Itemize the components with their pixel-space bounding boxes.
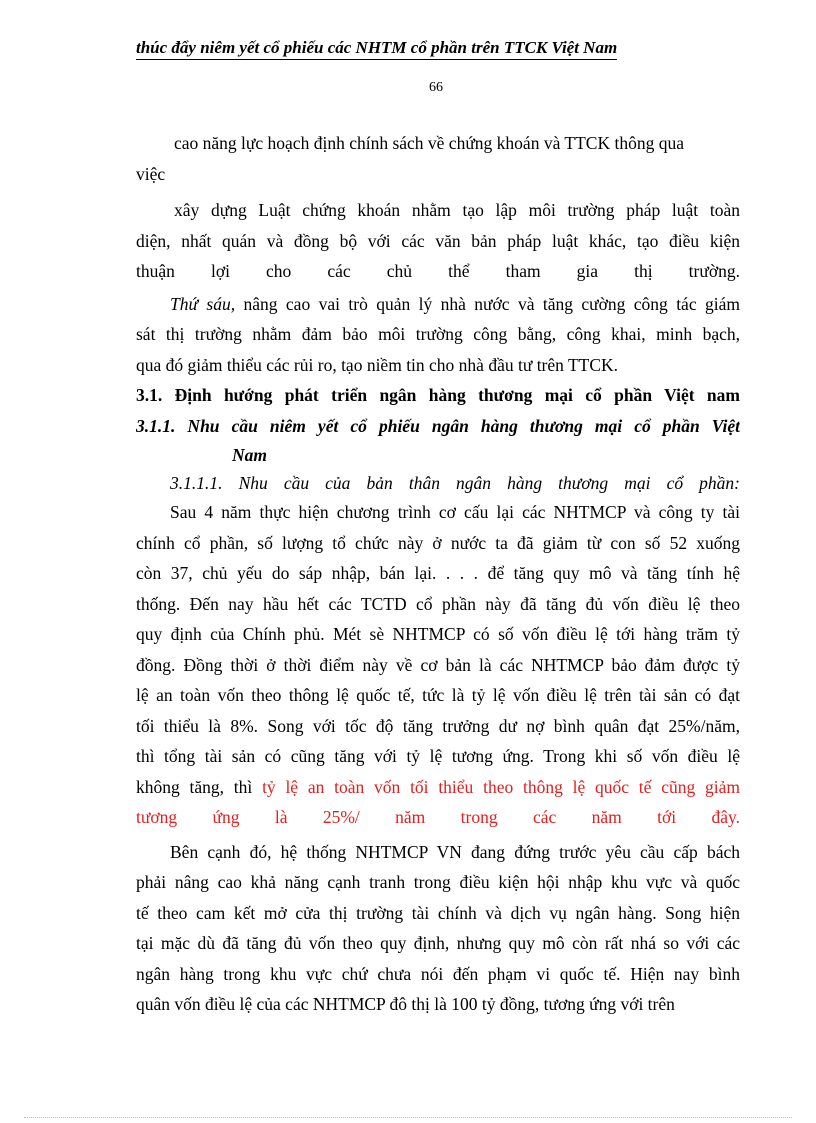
paragraph-line: xây dựng Luật chứng khoán nhằm tạo lập môi trường pháp luật toàn [174, 200, 740, 220]
paragraph-line: Sau 4 năm thực hiện chương trình cơ cấu lại các NHTMCP và công ty tài [170, 502, 740, 522]
highlighted-text: tương ứng là 25%/ năm trong các năm tới đây. [136, 807, 740, 827]
paragraph-line: Bên cạnh đó, hệ thống NHTMCP VN đang đứng trước yêu cầu cấp bách [170, 841, 740, 862]
paragraph-line: qua đó giảm thiểu các rủi ro, tạo niềm tin cho nhà đầu tư trên TTCK. [136, 354, 619, 375]
paragraph-line: quy định của Chính phủ. Mét sè NHTMCP có số vốn điều lệ tới hàng trăm tỷ [136, 624, 740, 644]
subsection-heading: 3.1.1. Nhu cầu niêm yết cổ phiếu ngân hàng thương mại cổ phần Việt [136, 415, 740, 436]
paragraph-line: thống. Đến nay hầu hết các TCTD cổ phần này đã tăng đủ vốn điều lệ theo [136, 593, 740, 614]
paragraph-line: đồng. Đồng thời ở thời điểm này về cơ bản là các NHTMCP bảo đảm được tỷ [136, 654, 740, 675]
paragraph-line: cao năng lực hoạch định chính sách về chứng khoán và TTCK thông qua [174, 133, 684, 153]
subsection-heading: Nam [232, 445, 267, 465]
paragraph-text: nâng cao vai trò quản lý nhà nước và tăng cường công tác giám [235, 293, 740, 314]
paragraph-line [136, 289, 740, 320]
paragraph-line: phải nâng cao khả năng cạnh tranh trong điều kiện hội nhập khu vực và quốc [136, 872, 740, 892]
paragraph-line: tại mặc dù đã tăng đủ vốn theo quy định, nhưng quy mô còn rất nhá so với các [136, 933, 740, 953]
paragraph-line: tế theo cam kết mở cửa thị trường tài chính và dịch vụ ngân hàng. Song hiện [136, 902, 740, 923]
paragraph-line: quân vốn điều lệ của các NHTMCP đô thị là 100 tỷ đồng, tương ứng với trên [136, 994, 675, 1014]
emphasis-lead: Thứ sáu, [170, 293, 236, 314]
paragraph-line: chính cổ phần, số lượng tổ chức này ở nước ta đã giảm từ con số 52 xuống [136, 532, 740, 553]
paragraph-line: thuận lợi cho các chủ thể tham gia thị trường. [136, 261, 740, 281]
highlighted-text: tỷ lệ an toàn vốn tối thiểu theo thông lệ quốc tế cũng giảm [262, 776, 740, 797]
paragraph-line: sát thị trường nhằm đảm bảo môi trường công bằng, công khai, minh bạch, [136, 324, 740, 344]
page-bottom-divider [24, 1117, 792, 1118]
paragraph-line: còn 37, chủ yếu do sáp nhập, bán lại. . . . để tăng quy mô và tăng tính hệ [136, 563, 740, 583]
document-body [136, 128, 740, 1020]
paragraph-line: ngân hàng trong khu vực chứ chưa nói đến phạm vi quốc tế. Hiện nay bình [136, 963, 740, 984]
paragraph-line: thì tổng tài sản có cũng tăng với tỷ lệ tương ứng. Trong khi số vốn điều lệ [136, 746, 740, 766]
section-heading: 3.1. Định hướng phát triển ngân hàng thương mại cổ phần Việt nam [136, 385, 740, 405]
subsubsection-heading: 3.1.1.1. Nhu cầu của bản thân ngân hàng thương mại cổ phần: [170, 473, 740, 493]
running-header: thúc đẩy niêm yết cổ phiếu các NHTM cổ phần trên TTCK Việt Nam [136, 38, 617, 60]
paragraph-line [136, 772, 740, 803]
paragraph-text: không tăng, thì [136, 776, 263, 797]
paragraph-line: diện, nhất quán và đồng bộ với các văn bản pháp luật khác, tạo điều kiện [136, 230, 740, 251]
page-number: 66 [429, 80, 443, 95]
paragraph-line: lệ an toàn vốn theo thông lệ quốc tế, tức là tỷ lệ vốn điều lệ trên tài sản có đạt [136, 685, 740, 705]
paragraph-line: việc [136, 163, 166, 184]
paragraph-line: tối thiểu là 8%. Song với tốc độ tăng trưởng dư nợ bình quân đạt 25%/năm, [136, 715, 740, 736]
